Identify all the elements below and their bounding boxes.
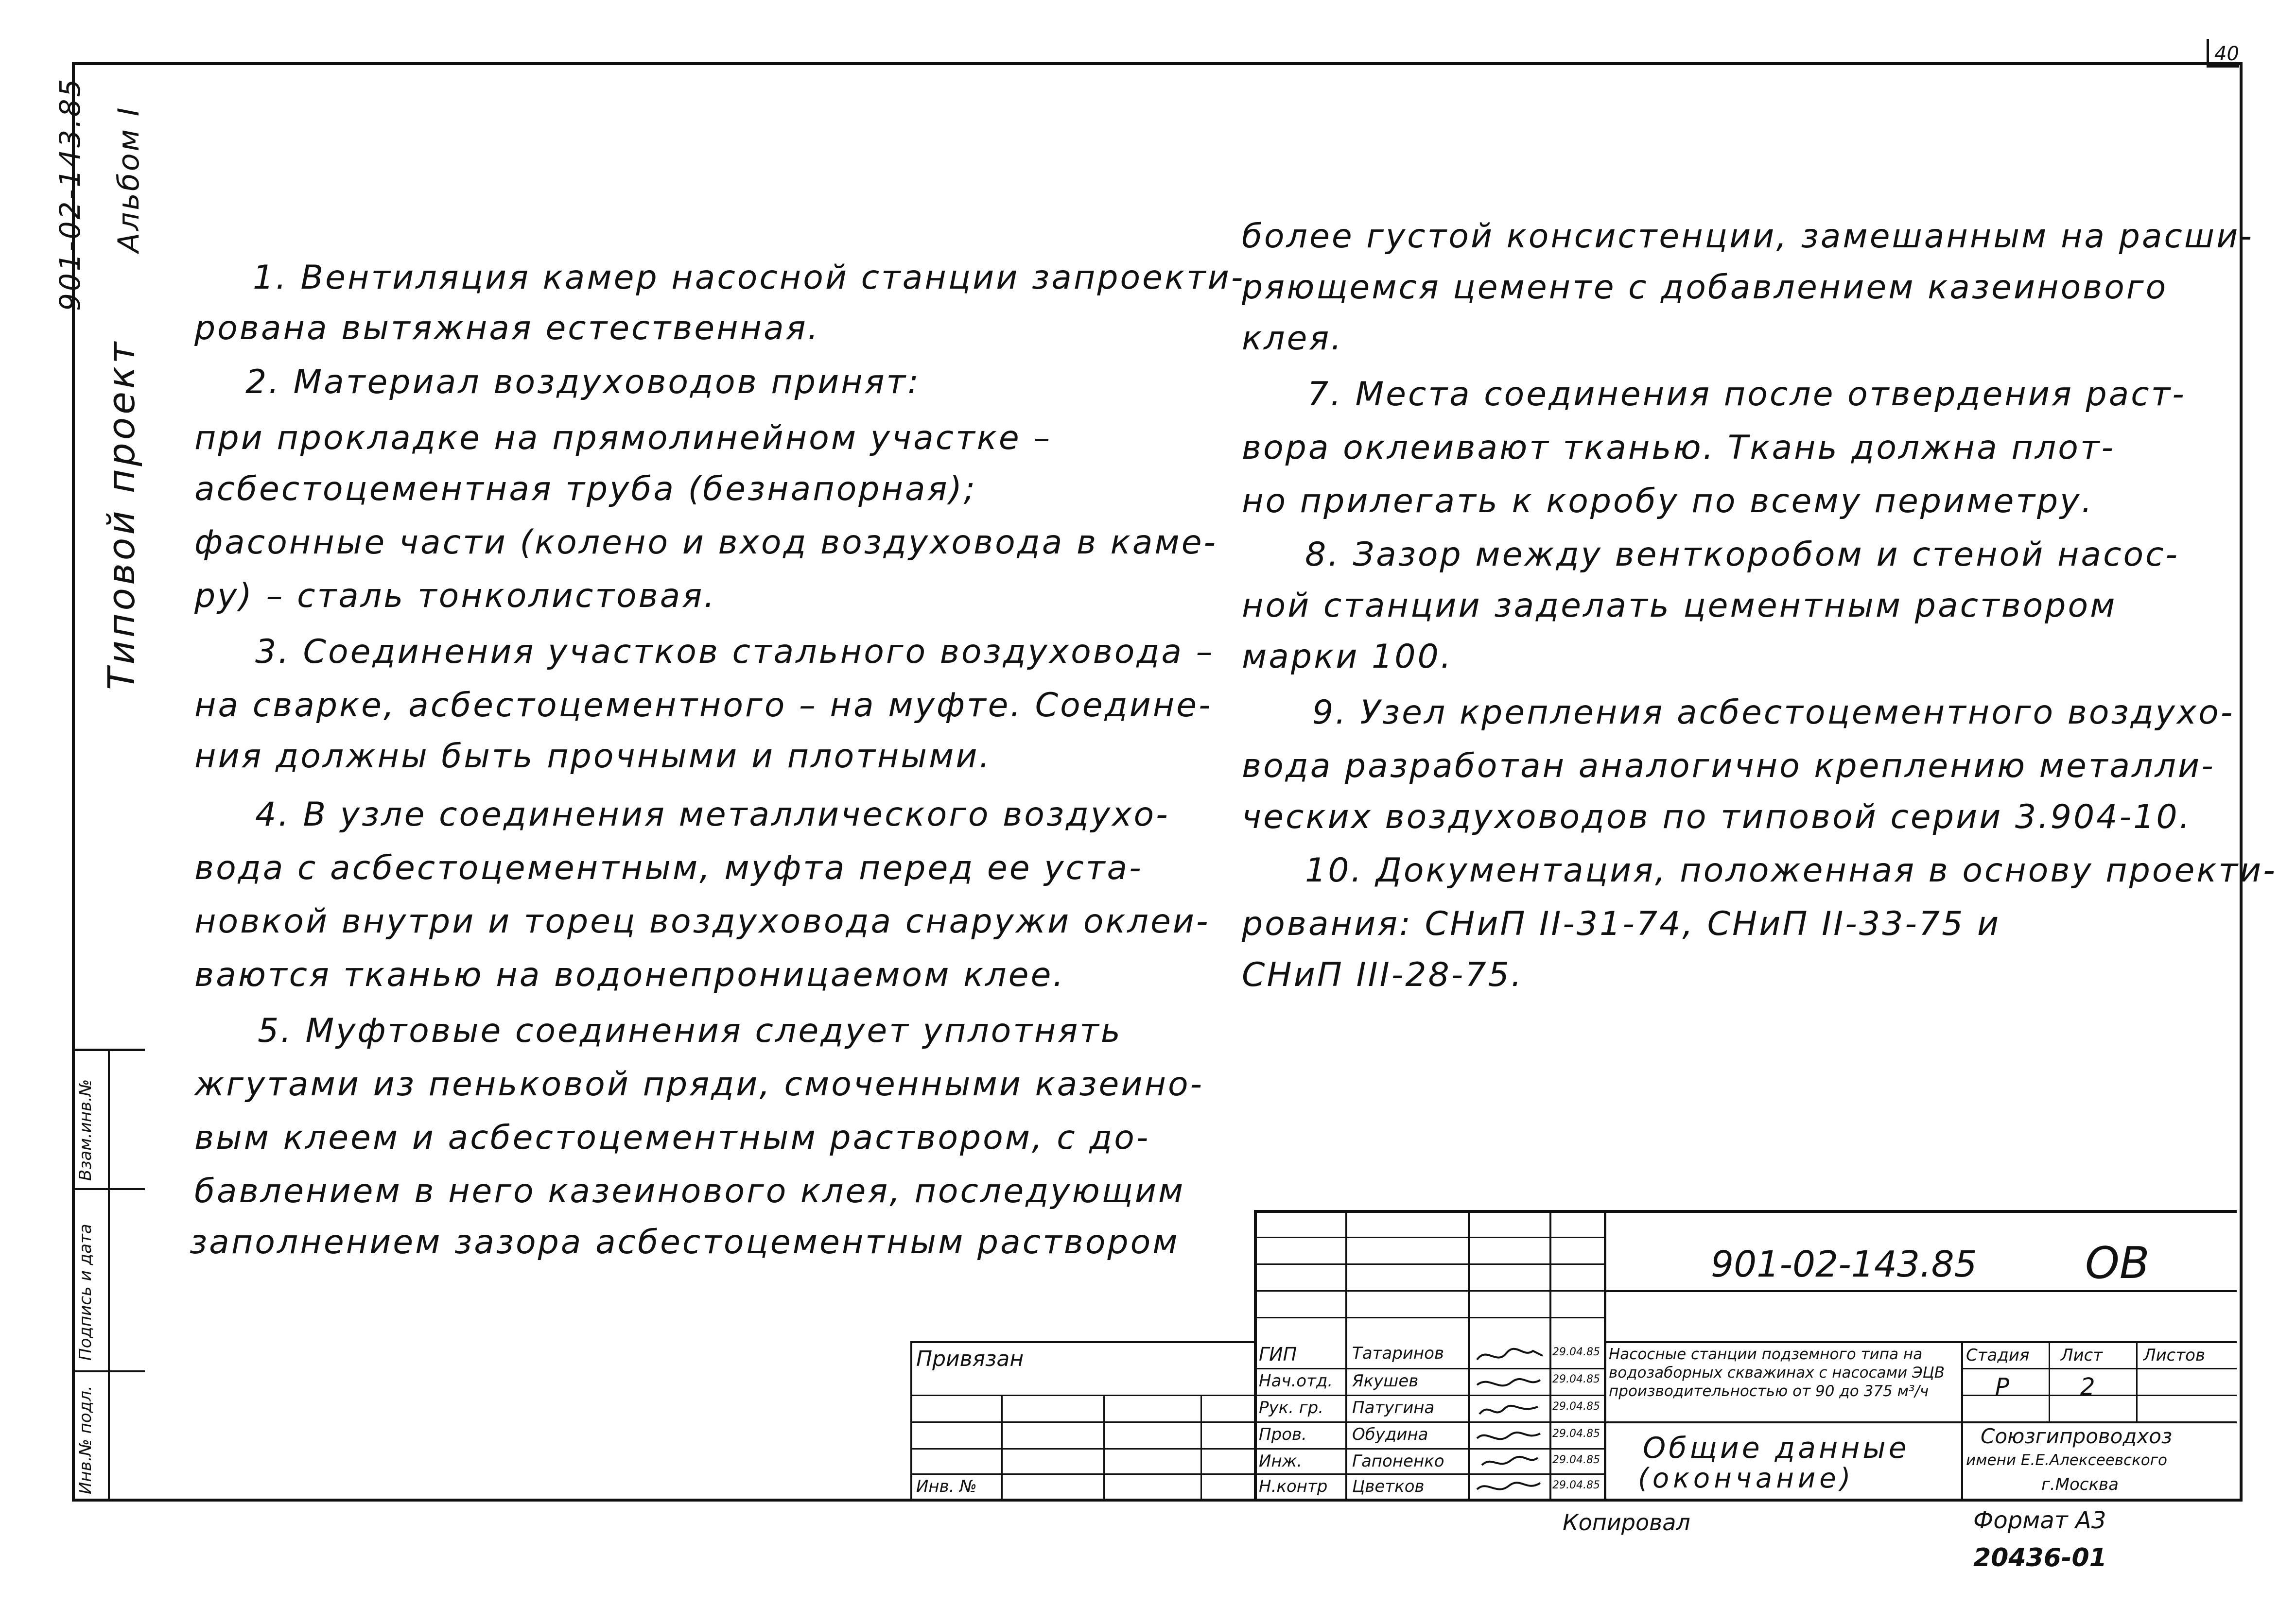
role-gip: ГИП	[1259, 1344, 1297, 1365]
note-line: 1. Вентиляция камер насосной станции запроекти-	[253, 259, 1245, 297]
note-line: фасонные части (колено и вход воздуховода в каме-	[194, 523, 1218, 562]
note-line: ряющемся цементе с добавлением казеинового	[1242, 268, 2168, 307]
note-line: вода разработан аналогично креплению металли-	[1242, 747, 2215, 785]
note-line: 10. Документация, положенная в основу проекти-	[1305, 851, 2277, 890]
note-line: ния должны быть прочными и плотными.	[194, 737, 992, 776]
date-inzh: 29.04.85	[1552, 1454, 1600, 1466]
strip-label-inv: Инв.№ подл.	[76, 1385, 95, 1494]
side-project-type: Типовой проект	[100, 339, 143, 690]
note-line: ваются тканью на водонепроницаемом клее.	[194, 956, 1065, 994]
note-line: более густой консистенции, замешанным на расши-	[1242, 217, 2254, 256]
note-line: новкой внутри и торец воздуховода снаружи оклеи-	[194, 902, 1210, 941]
name-inzh: Гапоненко	[1352, 1451, 1444, 1471]
sheets-label: Листов	[2143, 1346, 2206, 1365]
privyazan-label: Привязан	[916, 1347, 1024, 1371]
note-line: заполнением зазора асбестоцементным раствором	[190, 1223, 1180, 1261]
date-prov: 29.04.85	[1552, 1428, 1600, 1440]
signature-ruk	[1479, 1406, 1538, 1414]
signature-nach	[1477, 1379, 1540, 1386]
date-nach: 29.04.85	[1552, 1373, 1600, 1385]
signature-gip	[1477, 1349, 1543, 1360]
archive-number: 20436-01	[1973, 1543, 2107, 1572]
note-line: вода с асбестоцементным, муфта перед ее уста-	[194, 849, 1143, 887]
name-prov: Обудина	[1352, 1425, 1428, 1444]
name-nach: Якушев	[1352, 1371, 1419, 1391]
sheet-title-line1: Общие данные	[1643, 1431, 1910, 1465]
org-line1: Союзгипроводхоз	[1981, 1424, 2173, 1448]
note-line: рована вытяжная естественная.	[194, 309, 820, 347]
note-line: рования: СНиП II-31-74, СНиП II-33-75 и	[1242, 905, 2001, 943]
role-nach: Нач.отд.	[1259, 1371, 1333, 1391]
stage-label: Стадия	[1966, 1346, 2030, 1365]
name-ruk: Патугина	[1352, 1398, 1435, 1417]
sheet-title-line2: (окончание)	[1638, 1463, 1855, 1494]
stage-value: Р	[1995, 1373, 2009, 1400]
title-doc-code: 901-02-143.85	[1711, 1244, 1977, 1285]
note-line: асбестоцементная труба (безнапорная);	[194, 470, 977, 508]
project-title: Насосные станции подземного типа на водозаборных скважинах с насосами ЭЦВ производительностью от 90 до 375 м³/ч	[1609, 1346, 1945, 1400]
role-ruk: Рук. гр.	[1259, 1398, 1324, 1417]
signature-prov	[1477, 1433, 1540, 1439]
signature-inzh	[1482, 1457, 1538, 1465]
org-line2: имени Е.Е.Алексеевского	[1966, 1451, 2168, 1469]
inv-no-label: Инв. №	[916, 1477, 977, 1496]
note-line: марки 100.	[1242, 638, 1453, 676]
note-line: 2. Материал воздуховодов принят:	[245, 363, 921, 401]
note-line: вым клеем и асбестоцементным раствором, с до-	[194, 1119, 1150, 1157]
note-line: жгутами из пеньковой пряди, смоченными казеино-	[194, 1065, 1204, 1104]
date-ruk: 29.04.85	[1552, 1400, 1600, 1413]
signatures	[1470, 1341, 1549, 1499]
note-line: но прилегать к коробу по всему периметру.	[1242, 482, 2094, 520]
name-gip: Татаринов	[1352, 1344, 1444, 1363]
format-label: Формат А3	[1973, 1507, 2106, 1534]
note-line: на сварке, асбестоцементного – на муфте. Соедине-	[194, 686, 1213, 725]
note-line: бавлением в него казеинового клея, последующим	[194, 1172, 1185, 1210]
note-line: при прокладке на прямолинейном участке –	[194, 419, 1052, 457]
role-inzh: Инж.	[1259, 1451, 1303, 1471]
date-nkontr: 29.04.85	[1552, 1479, 1600, 1491]
signature-nkontr	[1477, 1483, 1540, 1489]
note-line: 8. Зазор между венткоробом и стеной насос-	[1305, 536, 2180, 574]
side-doc-code: 901-02-143.85	[53, 77, 87, 311]
note-line: вора оклеивают тканью. Ткань должна плот-	[1242, 429, 2116, 467]
note-line: ру) – сталь тонколистовая.	[194, 577, 716, 615]
note-line: клея.	[1242, 319, 1343, 358]
note-line: СНиП III-28-75.	[1242, 956, 1524, 994]
note-line: 9. Узел крепления асбестоцементного воздухо-	[1312, 693, 2235, 732]
role-prov: Пров.	[1259, 1425, 1307, 1444]
strip-label-vzam: Взам.инв.№	[76, 1079, 95, 1181]
strip-label-podpis: Подпись и дата	[76, 1224, 95, 1361]
title-mark: ОВ	[2085, 1238, 2150, 1289]
role-nkontr: Н.контр	[1259, 1477, 1328, 1496]
note-line: 3. Соединения участков стального воздуховода –	[255, 633, 1215, 671]
sheet-number: 40	[2214, 43, 2239, 65]
note-line: ческих воздуховодов по типовой серии 3.904-10.	[1242, 798, 2192, 836]
side-album: Альбом I	[112, 105, 146, 253]
note-line: ной станции заделать цементным раствором	[1242, 587, 2117, 625]
note-line: 4. В узле соединения металлического воздухо-	[255, 795, 1170, 834]
name-nkontr: Цветков	[1352, 1477, 1425, 1496]
note-line: 5. Муфтовые соединения следует уплотнять	[258, 1012, 1122, 1050]
copied-label: Копировал	[1563, 1509, 1690, 1536]
org-line3: г.Москва	[2041, 1475, 2119, 1494]
date-gip: 29.04.85	[1552, 1346, 1600, 1358]
note-line: 7. Места соединения после отвердения раст-	[1307, 375, 2186, 414]
sheet-value: 2	[2080, 1373, 2095, 1400]
sheet-label: Лист	[2061, 1346, 2103, 1365]
